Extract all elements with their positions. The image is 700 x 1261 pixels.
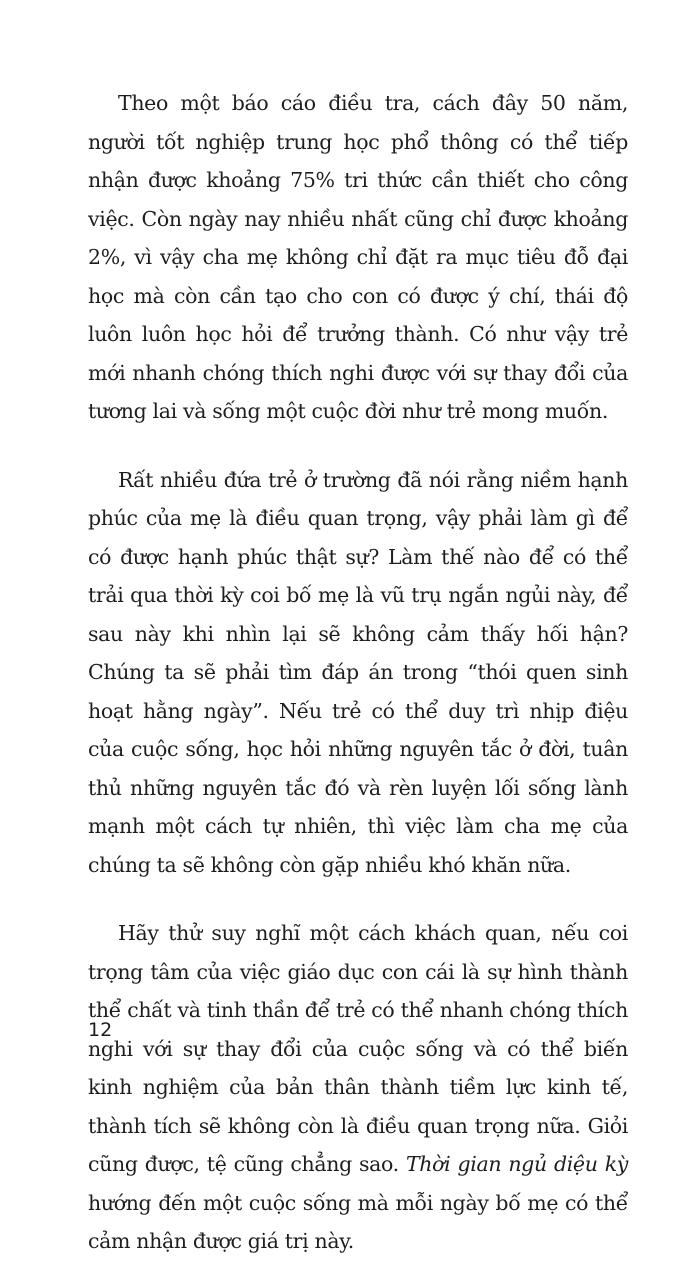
book-title-italic: Thời gian ngủ diệu kỳ <box>405 1152 628 1176</box>
paragraph-3 <box>88 914 628 1261</box>
page-body-text <box>88 84 628 1261</box>
page-number: 12 <box>88 1019 113 1041</box>
paragraph-1: Theo một báo cáo điều tra, cách đây 50 năm, người tốt nghiệp trung học phổ thông có thể tiếp nhận được khoảng 75% tri thức cần thiết cho công việc. Còn ngày nay nhiều nhất cũng chỉ được khoảng 2%, vì vậy cha mẹ không chỉ đặt ra mục tiêu đỗ đại học mà còn cần tạo cho con có được ý chí, thái độ luôn luôn học hỏi để trưởng thành. Có như vậy trẻ mới nhanh chóng thích nghi được với sự thay đổi của tương lai và sống một cuộc đời như trẻ mong muốn. <box>88 91 628 423</box>
paragraph-3-text-end: hướng đến một cuộc sống mà mỗi ngày bố mẹ có thể cảm nhận được giá trị này. <box>88 1190 628 1253</box>
paragraph-2: Rất nhiều đứa trẻ ở trường đã nói rằng niềm hạnh phúc của mẹ là điều quan trọng, vậy phải làm gì để có được hạnh phúc thật sự? Làm thế nào để có thể trải qua thời kỳ coi bố mẹ là vũ trụ ngắn ngủi này, để sau này khi nhìn lại sẽ không cảm thấy hối hận? Chúng ta sẽ phải tìm đáp án trong “thói quen sinh hoạt hằng ngày”. Nếu trẻ có thể duy trì nhịp điệu của cuộc sống, học hỏi những nguyên tắc ở đời, tuân thủ những nguyên tắc đó và rèn luyện lối sống lành mạnh một cách tự nhiên, thì việc làm cha mẹ của chúng ta sẽ không còn gặp nhiều khó khăn nữa. <box>88 467 628 877</box>
paragraph-3-text-start: Hãy thử suy nghĩ một cách khách quan, nếu coi trọng tâm của việc giáo dục con cái là sự hình thành thể chất và tinh thần để trẻ có thể nhanh chóng thích nghi với sự thay đổi của cuộc sống và có thể biến kinh nghiệm của bản thân thành tiềm lực kinh tế, thành tích sẽ không còn là điều quan trọng nữa. Giỏi cũng được, tệ cũng chẳng sao. <box>88 921 628 1176</box>
